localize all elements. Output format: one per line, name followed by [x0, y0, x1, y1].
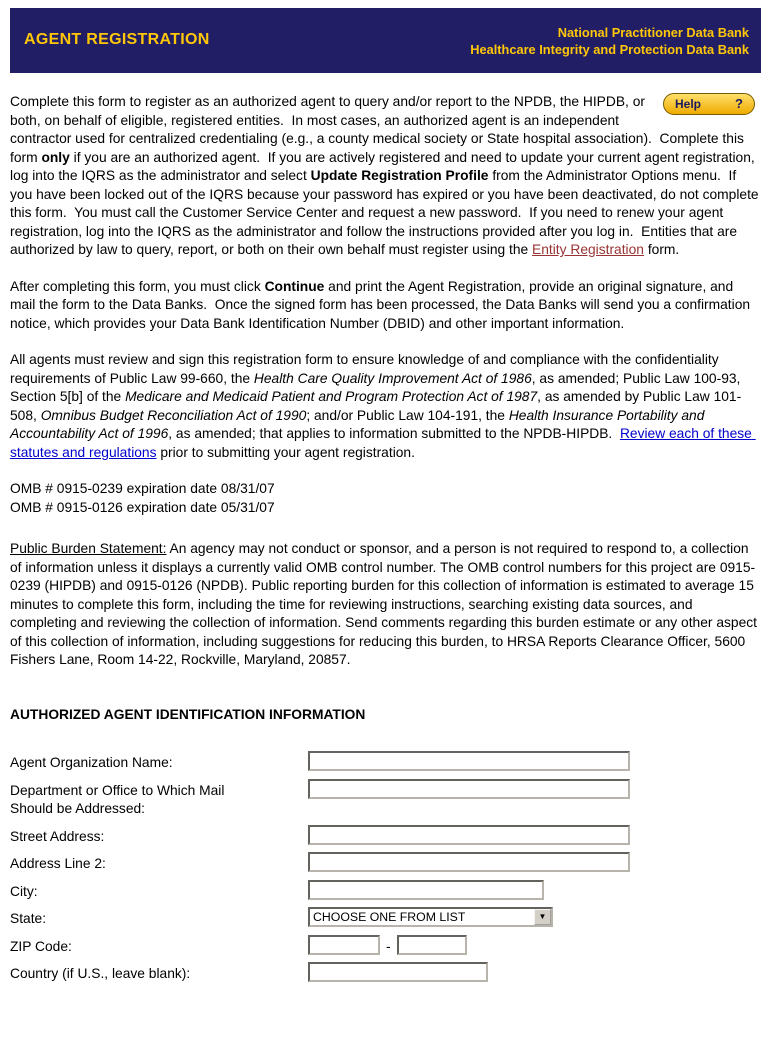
field-label: City:	[10, 883, 38, 899]
state-select[interactable]	[308, 907, 553, 927]
content	[10, 93, 761, 984]
chevron-down-icon: ▼	[534, 909, 551, 925]
zip-plus4-input[interactable]	[397, 935, 467, 955]
agent-organization-name-input[interactable]	[308, 751, 630, 771]
form-row-address-line-2	[10, 852, 761, 874]
street-address-input[interactable]	[308, 825, 630, 845]
org-name-line1: National Practitioner Data Bank	[557, 24, 749, 40]
field-label: State:	[10, 911, 47, 926]
country-input[interactable]	[308, 962, 488, 982]
help-button-label: Help	[675, 96, 702, 111]
form-row-zip-code	[10, 935, 761, 957]
state-select-value: CHOOSE ONE FROM LIST	[313, 909, 466, 924]
form-row-country	[10, 962, 761, 984]
org-names	[470, 24, 749, 58]
field-label: Street Address:	[10, 828, 105, 844]
field-label: ZIP Code:	[10, 938, 72, 954]
address-line2-input[interactable]	[308, 852, 630, 872]
city-input[interactable]	[308, 880, 544, 900]
field-label: Agent Organization Name:	[10, 755, 173, 770]
entity-registration-link[interactable]: Entity Registration	[532, 242, 644, 257]
zip-code-input[interactable]	[308, 935, 380, 955]
public-burden-statement: Public Burden Statement: An agency may not conduct or sponsor, and a person is not required to respond to, a collection of information unless it displays a currently valid OMB control number. The OMB control numbers for this project are 0915-0239 (HIPDB) and 0915-0126 (NPDB). Public reporting burden for this collection of information is estimated to average 15 minutes to complete this form, including the time for reviewing instructions, searching existing data sources, and completing and reviewing the collection of information. Send comments regarding this burden estimate or any other aspect of this collection of information, including suggestions for reducing this burden, to HRSA Reports Clearance Officer, 5600 Fishers Lane, Room 14-22, Rockville, Maryland, 20857.	[10, 541, 761, 667]
page-title: AGENT REGISTRATION	[24, 31, 210, 49]
org-name-line2: Healthcare Integrity and Protection Data Bank	[470, 41, 749, 57]
form-row-street-address	[10, 825, 761, 847]
continue-instructions-paragraph: After completing this form, you must click Continue and print the Agent Registration, provide an original signature, and mail the form to the Data Banks. Once the signed form has been processed, the Data Banks will send you a confirmation notice, which provides your Data Bank Identification Number (DBID) and other important information.	[10, 278, 754, 331]
omb-line-2: OMB # 0915-0126 expiration date 05/31/07	[10, 499, 275, 515]
field-label: Country (if U.S., leave blank):	[10, 966, 191, 981]
agent-identification-form	[10, 751, 761, 984]
page-banner	[10, 8, 761, 73]
question-mark-icon: ?	[735, 95, 743, 111]
omb-line-1: OMB # 0915-0239 expiration date 08/31/07	[10, 481, 275, 496]
section-title-agent-identification: AUTHORIZED AGENT IDENTIFICATION INFORMATION	[10, 706, 366, 722]
mail-department-input[interactable]	[308, 779, 630, 799]
omb-block	[10, 480, 761, 517]
statutes-regulations-link[interactable]: Review each of these statutes and regulations	[10, 426, 756, 460]
form-row-city	[10, 880, 761, 902]
zip-separator: -	[386, 938, 391, 954]
form-row-agent-organization-name	[10, 751, 761, 773]
statutes-paragraph: All agents must review and sign this registration form to ensure knowledge of and compliance with the confidentiality requirements of Public Law 99-660, the Health Care Quality Improvement Act of 1986, as amended; Public Law 100-93, Section 5[b] of the Medicare and Medicaid Patient and Program Protection Act of 1987, as amended by Public Law 101-508, Omnibus Budget Reconciliation Act of 1990; and/or Public Law 104-191, the Health Insurance Portability and Accountability Act of 1996, as amended; that applies to information submitted to the NPDB-HIPDB. Review each of these statutes and regulations prior to submitting your agent registration.	[10, 352, 756, 460]
field-label: Department or Office to Which Mail Should be Addressed:	[10, 782, 225, 816]
form-row-mail-department	[10, 779, 761, 819]
field-label: Address Line 2:	[10, 856, 106, 871]
intro-paragraph: Complete this form to register as an authorized agent to query and/or report to the NPDB, the HIPDB, or both, on behalf of eligible, registered entities. In most cases, an authorized agent is an independent contractor used for centralized credentialing (e.g., a county medical society or State hospital association). Complete this form only if you are an authorized agent. If you are actively registered and need to update your current agent registration, log into the IQRS as the administrator and select Update Registration Profile from the Administrator Options menu. If you have been locked out of the IQRS because your password has expired or you have been deactivated, do not complete this form. You must call the Customer Service Center and request a new password. If you need to renew your agent registration, log into the IQRS as the administrator and follow the instructions provided after you log in. Entities that are authorized by law to query, report, or both on their own behalf must register using the Entity Registration form.	[10, 94, 763, 257]
help-button[interactable]	[663, 93, 755, 115]
form-row-state	[10, 907, 761, 929]
